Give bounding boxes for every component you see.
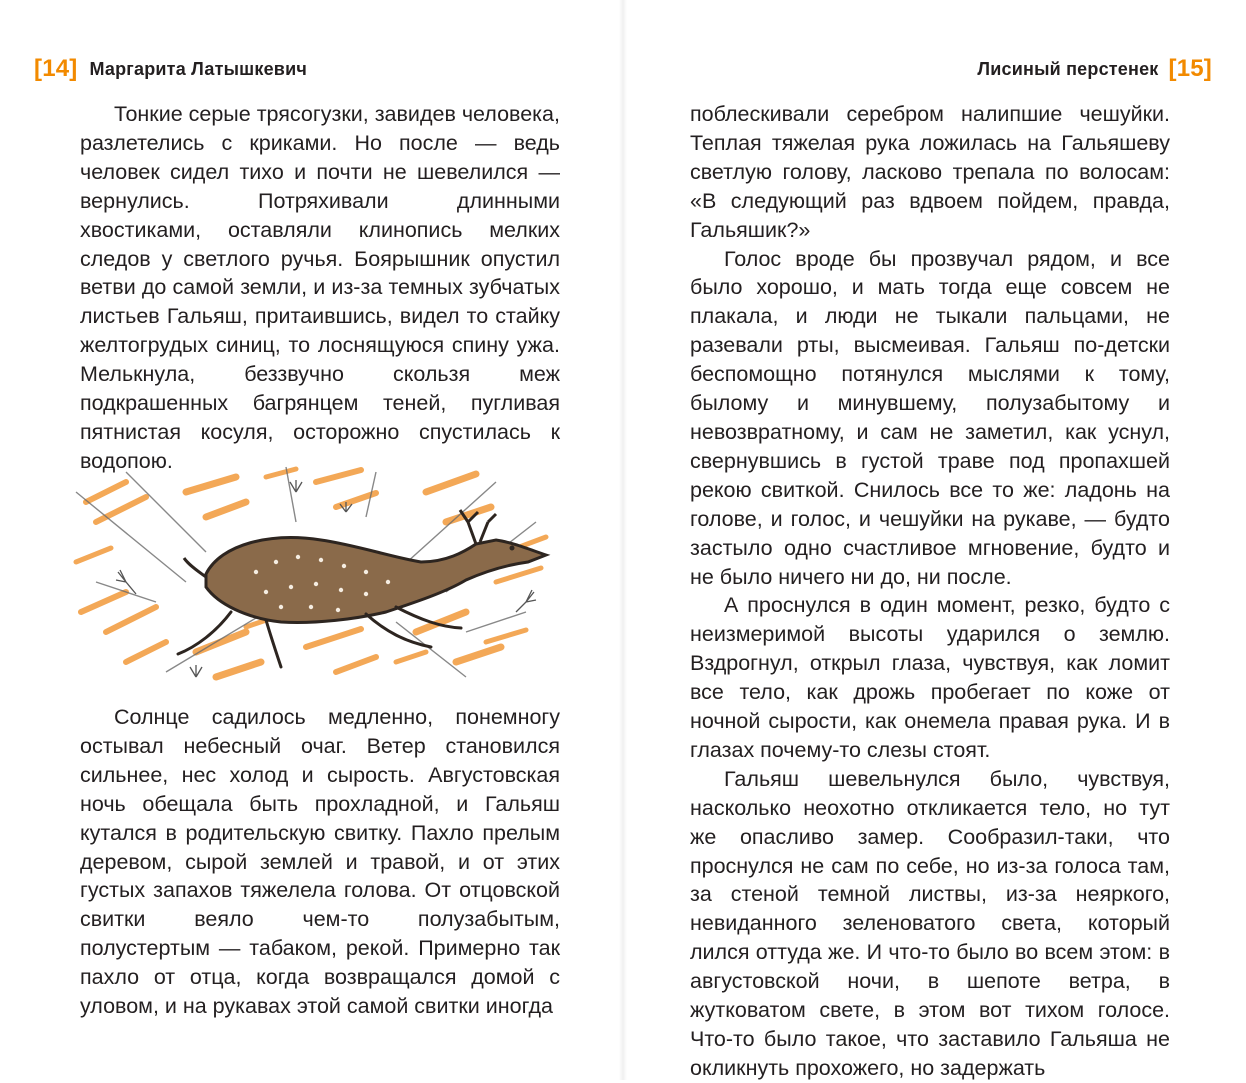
left-page — [0, 0, 620, 1080]
left-text-bottom — [80, 703, 560, 1021]
author-name: Маргарита Латышкевич — [89, 58, 307, 79]
paragraph: Гальяш шевельнулся было, чувствуя, насколько неохотно откликается тело, но тут же опасливо замер. Сообразил-таки, что проснулся не сам по себе, но из-за голоса там, за стеной темной листвы, из-за неяркого, невиданного зеленоватого света, который лился оттуда же. И что-то было во всем этом: в августовской ночи, в шепоте ветра, в жутковатом свете, в этом вот тихом голосе. Что-то было такое, что заставило Гальяша не окликнуть прохожего, но задержать — [690, 766, 1170, 1080]
paragraph: Тонкие серые трясогузки, завидев человека, разлетелись с криками. Но после — ведь человек сидел тихо и почти не шевелился — вернулись. Потряхивали длинными хвостиками, оставляли клинопись мелких следов у светлого ручья. Боярышник опустил ветви до самой земли, и из-за темных зубчатых листьев Гальяш, притаившись, видел то стайку желтогрудых синиц, то лоснящуюся спину ужа. Мелькнула, беззвучно скользя меж подкрашенных багрянцем теней, пугливая пятнистая косуля, осторожно спустилась к водопою. — [80, 102, 560, 473]
left-text-top — [80, 100, 560, 476]
right-running-head — [977, 52, 1212, 86]
deer — [178, 510, 546, 667]
left-page-number: [14] — [34, 55, 78, 82]
left-running-head — [34, 52, 307, 86]
book-title: Лисиный перстенек — [977, 58, 1159, 79]
roe-deer-illustration — [66, 462, 566, 690]
paragraph: Солнце садилось медленно, понемногу остывал небесный очаг. Ветер становился сильнее, нес холод и сырость. Августовская ночь обещала быть прохладной, и Гальяш кутался в родительскую свитку. Пахло прелым деревом, сырой землей и травой, и от этих густых запахов тяжелела голова. От отцовской свитки веяло чем-то полузабытым, полустертым — табаком, рекой. Примерно так пахло от отца, когда возвращался домой с уловом, и на рукавах этой самой свитки иногда — [80, 705, 560, 1019]
right-page — [626, 0, 1246, 1080]
right-page-number: [15] — [1168, 55, 1212, 82]
paragraph: А проснулся в один момент, резко, будто с неизмеримой высоты ударился о землю. Вздрогнул, открыл глаза, чувствуя, как ломит все тело, как дрожь пробегает по коже от ночной сырости, как онемела правая рука. И в глазах почему-то слезы стоят. — [690, 593, 1170, 762]
right-text — [690, 100, 1170, 1083]
paragraph: Голос вроде бы прозвучал рядом, и все было хорошо, и мать тогда еще совсем не плакала, и люди не тыкали пальцами, не разевали рты, высмеивая. Гальяш по-детски беспомощно потянулся мыслями к тому, былому и минувшему, полузабытому и невозвратному, и сам не заметил, как уснул, свернувшись в густой траве под пропахшей рекою свиткой. Снилось все то же: ладонь на голове, и голос, и чешуйки на рукаве, — будто застыло одно счастливое мгновение, будто и не было ничего ни до, ни после. — [690, 246, 1170, 589]
continued-paragraph: поблескивали серебром налипшие чешуйки. Теплая тяжелая рука ложилась на Гальяшеву светлую голову, ласково трепала по волосам: «В следующий раз вдвоем пойдем, правда, Гальяшик?» — [690, 102, 1170, 242]
